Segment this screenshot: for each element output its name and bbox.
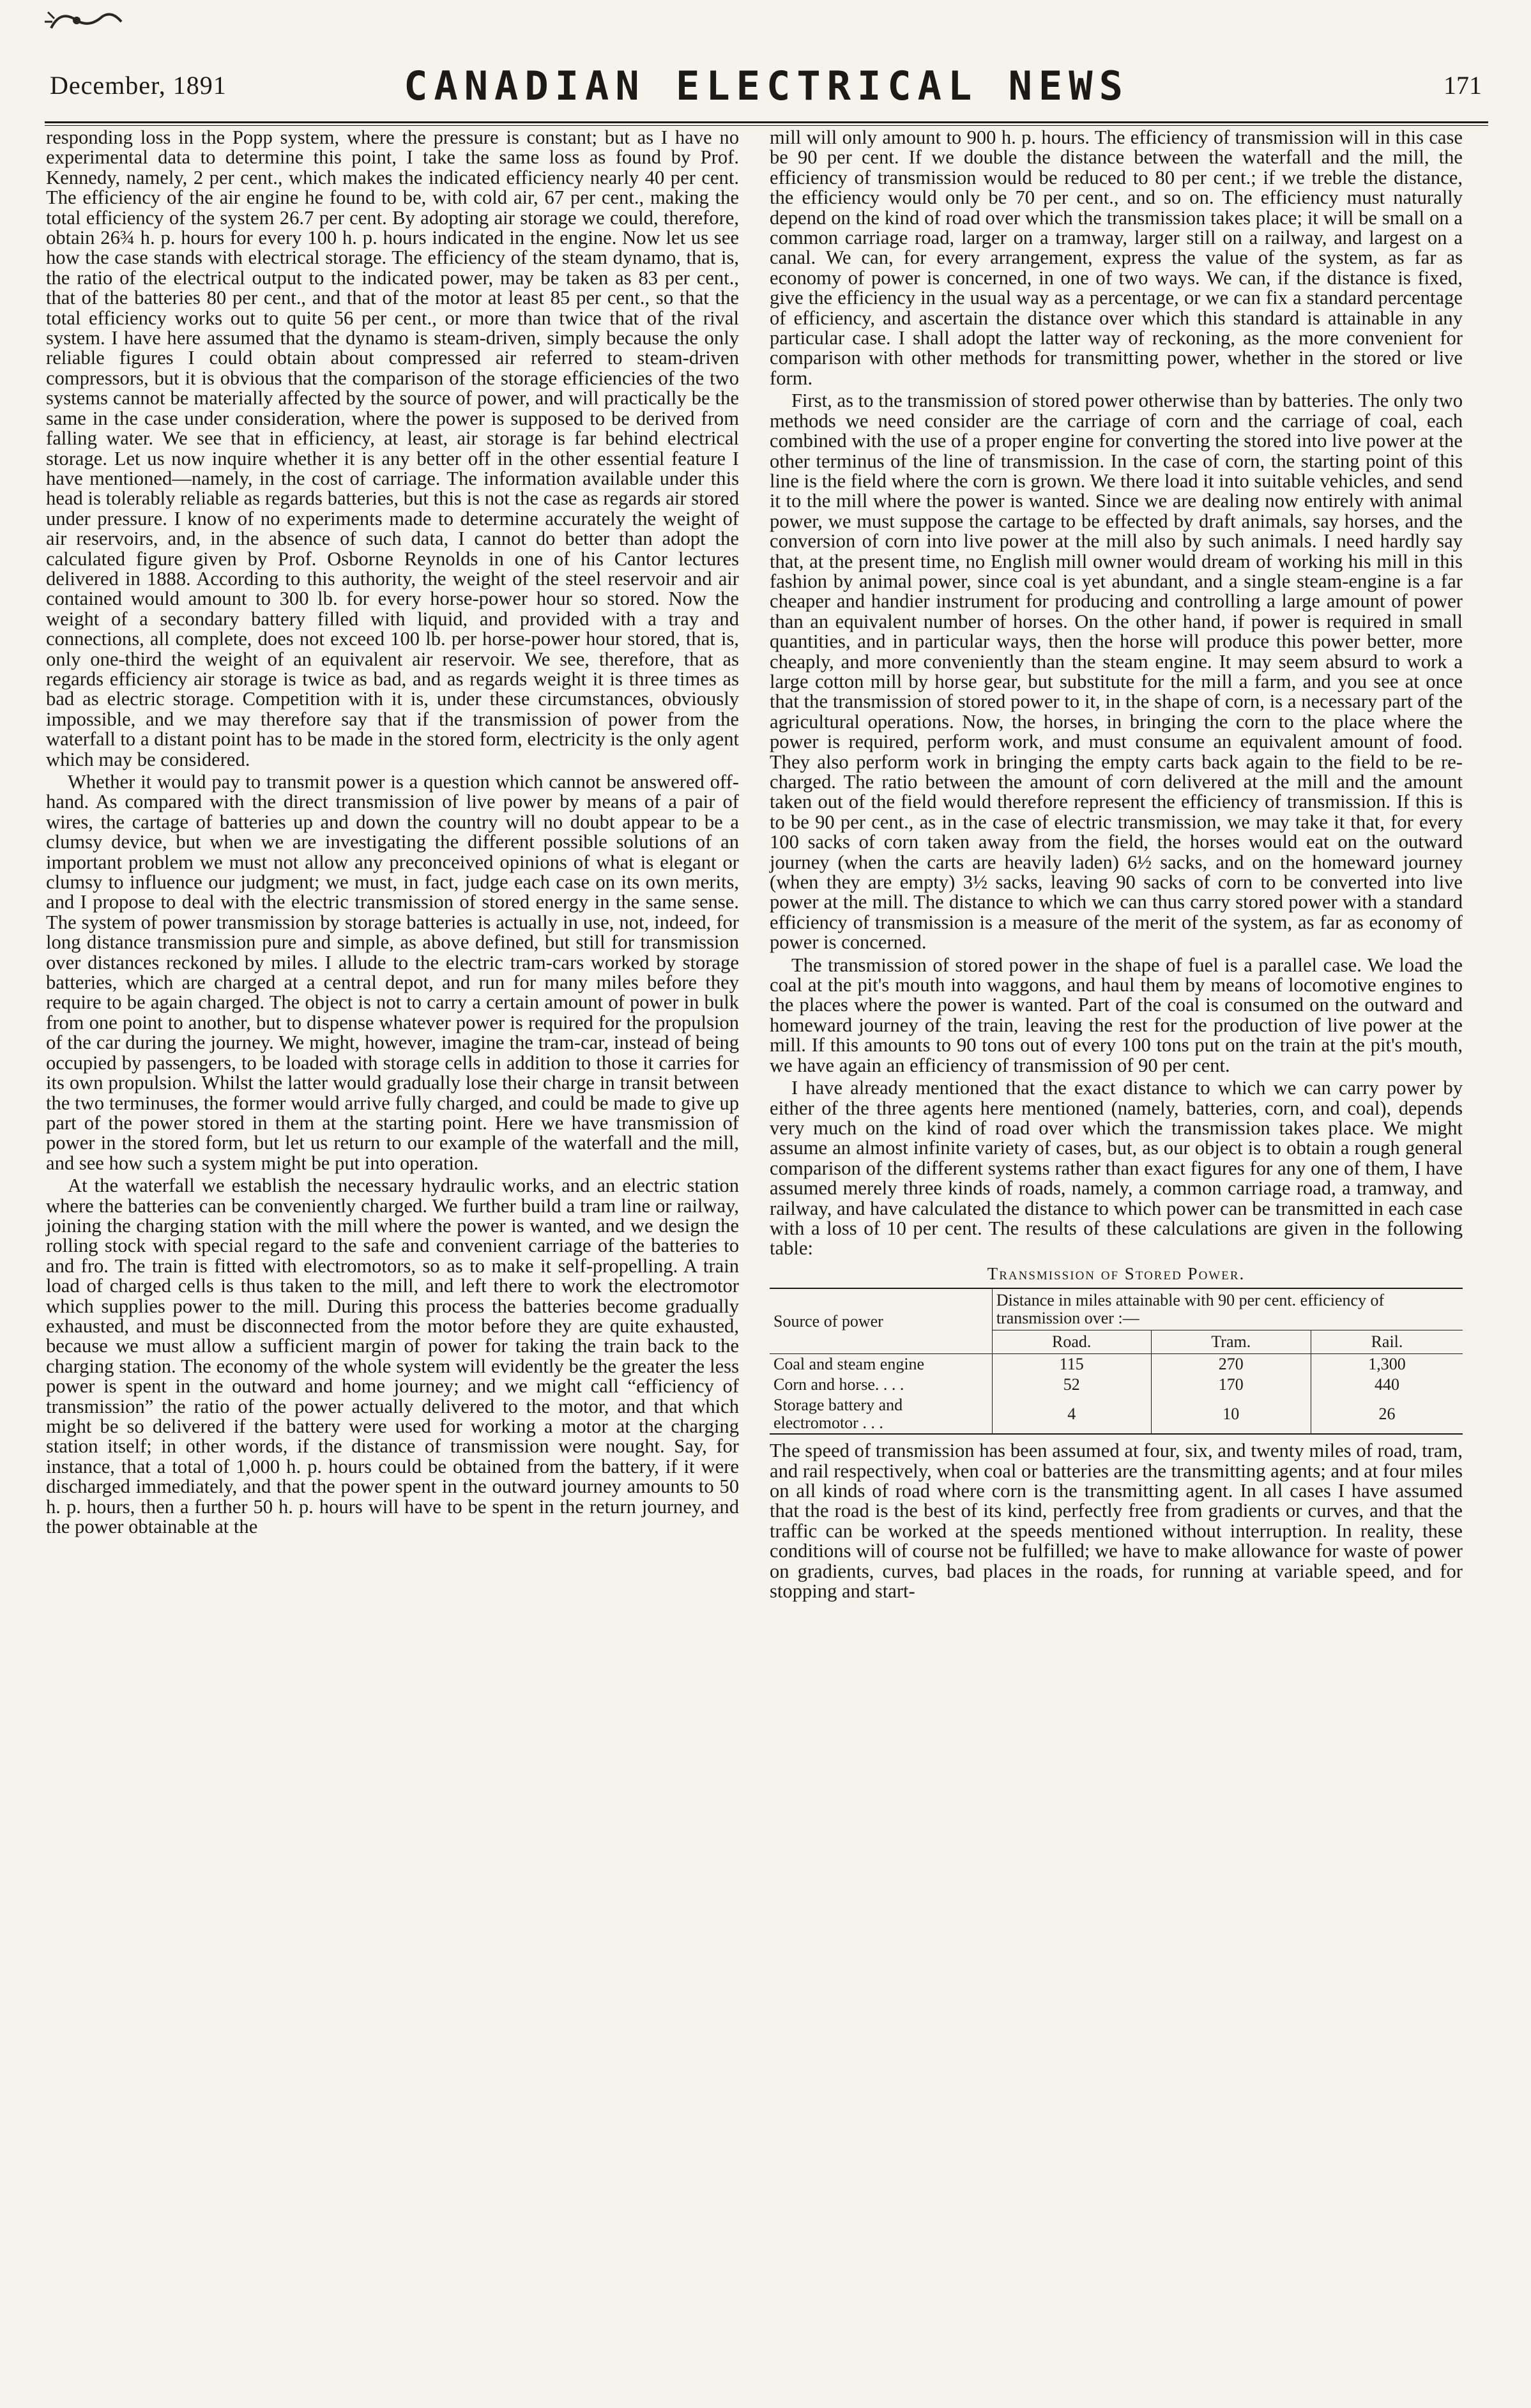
table-title: Transmission of Stored Power. [987,1263,1245,1283]
paragraph: First, as to the transmission of stored power otherwise than by batteries. The only two methods we need consider are the carriage of corn and the carriage of coal, each combined with the use of a proper engine for converting the stored into live power at the other terminus of the line of transmission. In the case of corn, the starting point of this line is the field where the corn is grown. We there load it into suitable vehicles, and send it to the mill where the power is wanted. Since we are dealing now entirely with animal power, we must suppose the cartage to be effected by draft animals, say horses, and the conversion of corn into live power at the mill also by such animals. I need hardly say that, at the present time, no English mill owner would dream of working his mill in this fashion by animal power, since coal is yet abundant, and a single steam-engine is a far cheaper and handier instrument for producing and controlling a large amount of power than an equivalent number of horses. On the other hand, if power is required in small quantities, and in particular ways, then the horse will produce this power better, more cheaply, and more conveniently than the steam engine. It may seem absurd to work a large cotton mill by horse gear, but substitute for the mill a farm, and you see at once that the transmission of stored power to it, in the shape of corn, is a necessary part of the agricultural operations. Now, the horses, in bringing the corn to the place where the power is required, perform work, and must consume an equivalent amount of food. They also perform work in bringing the empty carts back again to the field to be re-charged. The ratio between the amount of corn delivered at the mill and the amount taken out of the field would therefore represent the efficiency of transmission. If this is to be 90 per cent., as in the case of electric transmission, we may take it that, for every 100 sacks of corn taken away from the field, the horses would eat on the outward journey (when the carts are heavily laden) 6½ sacks, and on the homeward journey (when they are empty) 3½ sacks, leaving 90 sacks of corn to be converted into live power at the mill. The distance to which we can thus carry stored power with a standard efficiency of transmission is a measure of the merit of the system, as far as economy of power is concerned. [770,390,1463,954]
paragraph: mill will only amount to 900 h. p. hours. The efficiency of transmission will in this case be 90 per cent. If we double the distance between the waterfall and the mill, the efficiency of transmission would be reduced to 80 per cent.; if we treble the distance, the efficiency would only be 70 per cent., and so on. The efficiency must naturally depend on the kind of road over which the transmission takes place; it will be small on a common carriage road, larger on a tramway, larger still on a railway, and largest on a canal. We can, for every arrangement, express the value of the system, as far as economy of power is concerned, in one of two ways. We can, if the distance is fixed, give the efficiency in the usual way as a percentage, or we can fix a standard percentage of efficiency, and ascertain the distance over which this standard is attainable in any particular case. I shall adopt the latter way of reckoning, as the more convenient for comparison with other methods for transmitting power, whether in the stored or live form. [770,126,1463,389]
tram-cell: 10 [1151,1395,1311,1434]
tram-cell: 270 [1151,1354,1311,1375]
rail-cell: 440 [1311,1375,1463,1395]
source-cell: Storage battery and electromotor . . . [770,1395,992,1434]
source-header: Source of power [770,1288,992,1354]
journal-title: CANADIAN ELECTRICAL NEWS [404,63,1129,109]
road-cell: 52 [992,1375,1151,1395]
paragraph: I have already mentioned that the exact distance to which we can carry power by either of the three agents here mentioned (namely, batteries, corn, and coal), depends very much on the kind of road over which the transmission takes place. We might assume an almost infinite variety of cases, but, as our object is to obtain a rough general comparison of the different systems rather than exact figures for any one of them, I have assumed merely three kinds of roads, namely, a common carriage road, a tramway, and railway, and have calculated the distance to which power can be transmitted in each case with a loss of 10 per cent. The results of these calculations are given in the following table: [770,1077,1463,1260]
header-rule [45,125,1488,126]
source-cell: Coal and steam engine [773,1355,925,1374]
table-row [770,1395,1463,1434]
column-header-tram: Tram. [1151,1330,1311,1354]
paragraph: The speed of transmission has been assumed at four, six, and twenty miles of road, tram, and rail respectively, when coal or batteries are the transmitting agents; and at four miles on all kinds of road where corn is the transmitting agent. In all cases I have assumed that the road is the best of its kind, perfectly free from gradients or curves, and that the traffic can be worked at the speeds mentioned without interruption. In reality, these conditions will of course not be fulfilled; we have to make allowance for waste of power on gradients, curves, bad places in the roads, for running at variable speed, and for stopping and start- [770,1440,1463,1602]
road-cell: 4 [992,1395,1151,1434]
column-header-rail: Rail. [1311,1330,1463,1354]
source-cell: Corn and horse. . . . [773,1375,904,1394]
rail-cell: 1,300 [1311,1354,1463,1375]
transmission-table [770,1288,1463,1435]
paragraph: responding loss in the Popp system, where the pressure is constant; but as I have no experimental data to determine this point, I take the same loss as found by Prof. Kennedy, namely, 2 per cent., which makes the indicated efficiency nearly 40 per cent. The efficiency of the air engine he found to be, with cold air, 67 per cent., making the total efficiency of the system 26.7 per cent. By adopting air storage we could, therefore, obtain 26¾ h. p. hours for every 100 h. p. hours indicated in the engine. Now let us see how the case stands with electrical storage. The efficiency of the steam dynamo, that is, the ratio of the electrical output to the indicated power, may be taken as 83 per cent., that of the batteries 80 per cent., and that of the motor at least 85 per cent., so that the total efficiency works out to quite 56 per cent., or more than twice that of the rival system. I have here assumed that the dynamo is steam-driven, simply because the only reliable figures I could obtain about compressed air referred to steam-driven compressors, but it is obvious that the comparison of the storage efficiencies of the two systems cannot be materially affected by the source of power, and will practically be the same in the case under consideration, where the power is supposed to be derived from falling water. We see that in efficiency, at least, air storage is far behind electrical storage. Let us now inquire whether it is any better off in the other essential feature I have mentioned—namely, in the cost of carriage. The information available under this head is tolerably reliable as regards batteries, but this is not the case as regards air stored under pressure. I know of no experiments made to determine accurately the weight of air reservoirs, and, in the absence of such data, I cannot do better than adopt the calculated figure given by Prof. Osborne Reynolds in one of his Cantor lectures delivered in 1888. According to this authority, the weight of the steel reservoir and air contained would amount to 300 lb. for every horse-power hour so stored. Now the weight of a secondary battery filled with liquid, and provided with a tray and connections, all complete, does not exceed 100 lb. per horse-power hour stored, that is, only one-third the weight of an equivalent air reservoir. We see, therefore, that as regards efficiency air storage is twice as bad, and as regards weight it is three times as bad as electric storage. Competition with it is, under these circumstances, obviously impossible, and we may therefore say that if the transmission of power from the waterfall to a distant point has to be made in the stored form, electricity is the only agent which may be considered. [46,126,739,770]
tram-cell: 170 [1151,1375,1311,1395]
distance-header: Distance in miles attainable with 90 per cent. efficiency of transmission over :— [992,1288,1463,1330]
table-row [770,1354,1463,1375]
page-number: 171 [1443,71,1482,100]
right-column [770,128,1463,1601]
paragraph: The transmission of stored power in the shape of fuel is a parallel case. We load the coal at the pit's mouth into waggons, and haul them by means of locomotive engines to the places where the power is wanted. Part of the coal is consumed on the outward and homeward journey of the train, leaving the rest for the production of live power at the mill. If this amounts to 90 tons out of every 100 tons put on the train at the pit's mouth, we have again an efficiency of transmission of 90 per cent. [770,954,1463,1076]
left-column [46,128,739,1537]
column-header-road: Road. [992,1330,1151,1354]
page-header [45,38,1488,123]
issue-date: December, 1891 [50,71,227,100]
road-cell: 115 [992,1354,1151,1375]
rail-cell: 26 [1311,1395,1463,1434]
paragraph: At the waterfall we establish the necessary hydraulic works, and an electric station where the batteries can be conveniently charged. We further build a tram line or railway, joining the charging station with the mill where the power is wanted, and we design the rolling stock with special regard to the safe and convenient carriage of the batteries to and fro. The train is fitted with electromotors, so as to make it self-propelling. A train load of charged cells is thus taken to the mill, and left there to work the electromotor which supplies power to the mill. During this process the batteries become gradually exhausted, and must be disconnected from the motor before they are quite exhausted, because we must allow a sufficient margin of power for taking the train back to the charging station. The economy of the whole system will evidently be the greater the less power is spent in the outward and home journey; and we might call “efficiency of transmission” the ratio of the power actually delivered to the motor, and that which might be so delivered if the battery were used for working a motor at the charging station itself; in other words, if the distance of transmission were nought. Say, for instance, that a total of 1,000 h. p. hours could be obtained from the battery, if it were discharged immediately, and that the power spent in the outward journey amounts to 50 h. p. hours, then a further 50 h. p. hours will have to be spent in the return journey, and the power obtainable at the [46,1175,739,1538]
paragraph: Whether it would pay to transmit power is a question which cannot be answered off-hand. As compared with the direct transmission of live power by means of a pair of wires, the cartage of batteries up and down the country will no doubt appear to be a clumsy device, but when we are investigating the different possible solutions of an important problem we must not allow any preconceived opinions of what is elegant or clumsy to influence our judgment; we must, in fact, judge each case on its own merits, and I propose to deal with the electric transmission of stored energy in the same sense. The system of power transmission by storage batteries is actually in use, not, indeed, for long distance transmission pure and simple, as above defined, but still for transmission over distances reckoned by miles. I allude to the electric tram-cars worked by storage batteries, which are charged at a central depot, and run for many miles before they require to be again charged. The object is not to carry a certain amount of power in bulk from one point to another, but to dispense whatever power is required for the propulsion of the car during the journey. We might, however, imagine the tram-car, instead of being occupied by passengers, to be loaded with storage cells in addition to those it carries for its own propulsion. Whilst the latter would gradually lose their charge in transit between the two terminuses, the former would arrive fully charged, and could be made to give up part of the power stored in them at the starting point. Here we have transmission of power in the stored form, but let us return to our example of the waterfall and the mill, and see how such a system might be put into operation. [46,771,739,1174]
table-row [770,1375,1463,1395]
printer-ornament [38,3,134,38]
